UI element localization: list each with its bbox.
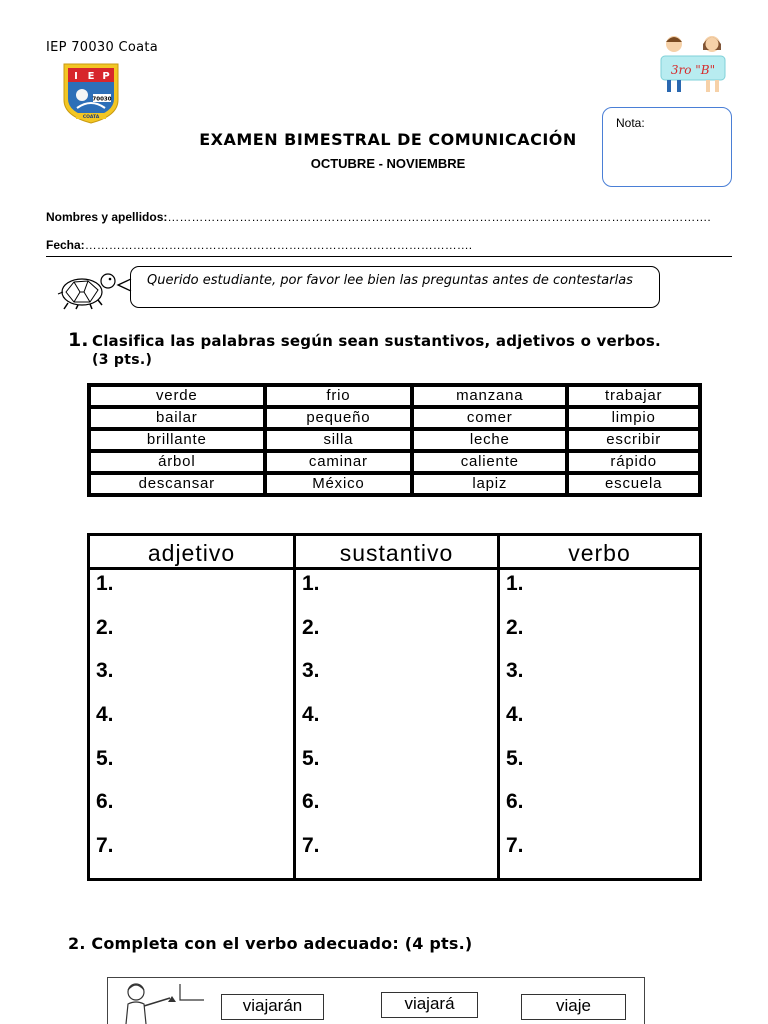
word-cell: frio [267, 387, 411, 405]
word-cell: rápido [569, 453, 698, 471]
grade-box-label: Nota: [616, 116, 645, 130]
exam-title: EXAMEN BIMESTRAL DE COMUNICACIÓN [199, 130, 577, 149]
date-dotted-line[interactable]: ……………………………………………………………………………………. [84, 238, 473, 252]
answer-slot-number[interactable]: 1. [96, 572, 114, 595]
word-bank-row [91, 475, 698, 493]
adjective-column-header: adjetivo [90, 536, 293, 570]
noun-column-header: sustantivo [296, 536, 497, 570]
teacher-at-board-clipart [118, 980, 208, 1024]
answer-slot-number[interactable]: 6. [506, 790, 524, 813]
answer-slot-number[interactable]: 3. [506, 659, 524, 682]
header-divider [46, 256, 732, 257]
word-cell: trabajar [569, 387, 698, 405]
word-bank-row [91, 387, 698, 405]
crest-letter-e: E [87, 71, 95, 82]
adjective-column [90, 536, 293, 878]
answer-slot-number[interactable]: 7. [302, 834, 320, 857]
answer-slot-number[interactable]: 6. [96, 790, 114, 813]
word-cell: verde [91, 387, 263, 405]
answer-slot-number[interactable]: 4. [302, 703, 320, 726]
answer-slot-number[interactable]: 2. [506, 616, 524, 639]
word-cell: México [267, 475, 411, 493]
word-cell: pequeño [267, 409, 411, 427]
word-bank-row [91, 453, 698, 471]
answer-slot-number[interactable]: 2. [302, 616, 320, 639]
word-cell: leche [414, 431, 565, 449]
answer-slot-number[interactable]: 5. [302, 747, 320, 770]
answer-slot-number[interactable]: 1. [302, 572, 320, 595]
turtle-clipart [54, 268, 120, 310]
answer-slot-number[interactable]: 2. [96, 616, 114, 639]
word-bank-row [91, 409, 698, 427]
answer-slot-number[interactable]: 6. [302, 790, 320, 813]
question-1-text: Clasifica las palabras según sean sustantivos, adjetivos o verbos. [92, 332, 661, 350]
school-crest-logo [60, 62, 122, 124]
word-cell: descansar [91, 475, 263, 493]
answer-slot-number[interactable]: 3. [96, 659, 114, 682]
answer-slot-number[interactable]: 4. [96, 703, 114, 726]
date-field[interactable] [46, 238, 472, 252]
word-cell: caliente [414, 453, 565, 471]
answer-slot-number[interactable]: 5. [96, 747, 114, 770]
question-1-number: 1. [68, 329, 89, 351]
verb-column-header: verbo [500, 536, 699, 570]
noun-column [293, 536, 497, 878]
children-clipart-grade-badge [652, 32, 734, 94]
exam-subtitle: OCTUBRE - NOVIEMBRE [310, 156, 466, 171]
verb-option[interactable]: viajará [381, 992, 478, 1018]
grade-box[interactable] [602, 107, 732, 187]
crest-number: 70030 [92, 96, 112, 103]
names-field[interactable] [46, 210, 711, 224]
question-2-text: Completa con el verbo adecuado: [91, 934, 399, 953]
word-cell: comer [414, 409, 565, 427]
verb-option[interactable]: viaje [521, 994, 626, 1020]
crest-letter-p: P [102, 71, 110, 82]
intro-speech-bubble [130, 266, 660, 308]
word-cell: escuela [569, 475, 698, 493]
word-cell: limpio [569, 409, 698, 427]
word-cell: caminar [267, 453, 411, 471]
names-label: Nombres y apellidos: [46, 210, 168, 224]
grade-badge-text: 3ro "B" [670, 63, 716, 77]
question-2-points: (4 pts.) [404, 934, 473, 953]
word-cell: lapiz [414, 475, 565, 493]
answer-slot-number[interactable]: 4. [506, 703, 524, 726]
word-cell: silla [267, 431, 411, 449]
crest-letter-i: I [74, 71, 78, 82]
answer-slot-number[interactable]: 5. [506, 747, 524, 770]
verb-column [497, 536, 699, 878]
crest-caption: COATA [82, 115, 100, 120]
word-cell: escribir [569, 431, 698, 449]
date-label: Fecha: [46, 238, 85, 252]
word-bank-row [91, 431, 698, 449]
answer-slot-number[interactable]: 1. [506, 572, 524, 595]
question-2-number: 2. [68, 934, 86, 953]
word-cell: bailar [91, 409, 263, 427]
word-cell: brillante [91, 431, 263, 449]
answer-slot-number[interactable]: 7. [506, 834, 524, 857]
question-1-points: (3 pts.) [92, 352, 153, 368]
names-dotted-line[interactable]: ………………………………………………………………………………………………………………………. [167, 210, 711, 224]
question-2-heading [68, 934, 472, 953]
classification-table [87, 533, 702, 881]
word-cell: manzana [414, 387, 565, 405]
answer-slot-number[interactable]: 7. [96, 834, 114, 857]
school-name: IEP 70030 Coata [46, 40, 159, 55]
word-bank-table [87, 383, 702, 497]
intro-message: Querido estudiante, por favor lee bien las preguntas antes de contestarlas [147, 273, 633, 288]
word-cell: árbol [91, 453, 263, 471]
verb-option[interactable]: viajarán [221, 994, 324, 1020]
answer-slot-number[interactable]: 3. [302, 659, 320, 682]
